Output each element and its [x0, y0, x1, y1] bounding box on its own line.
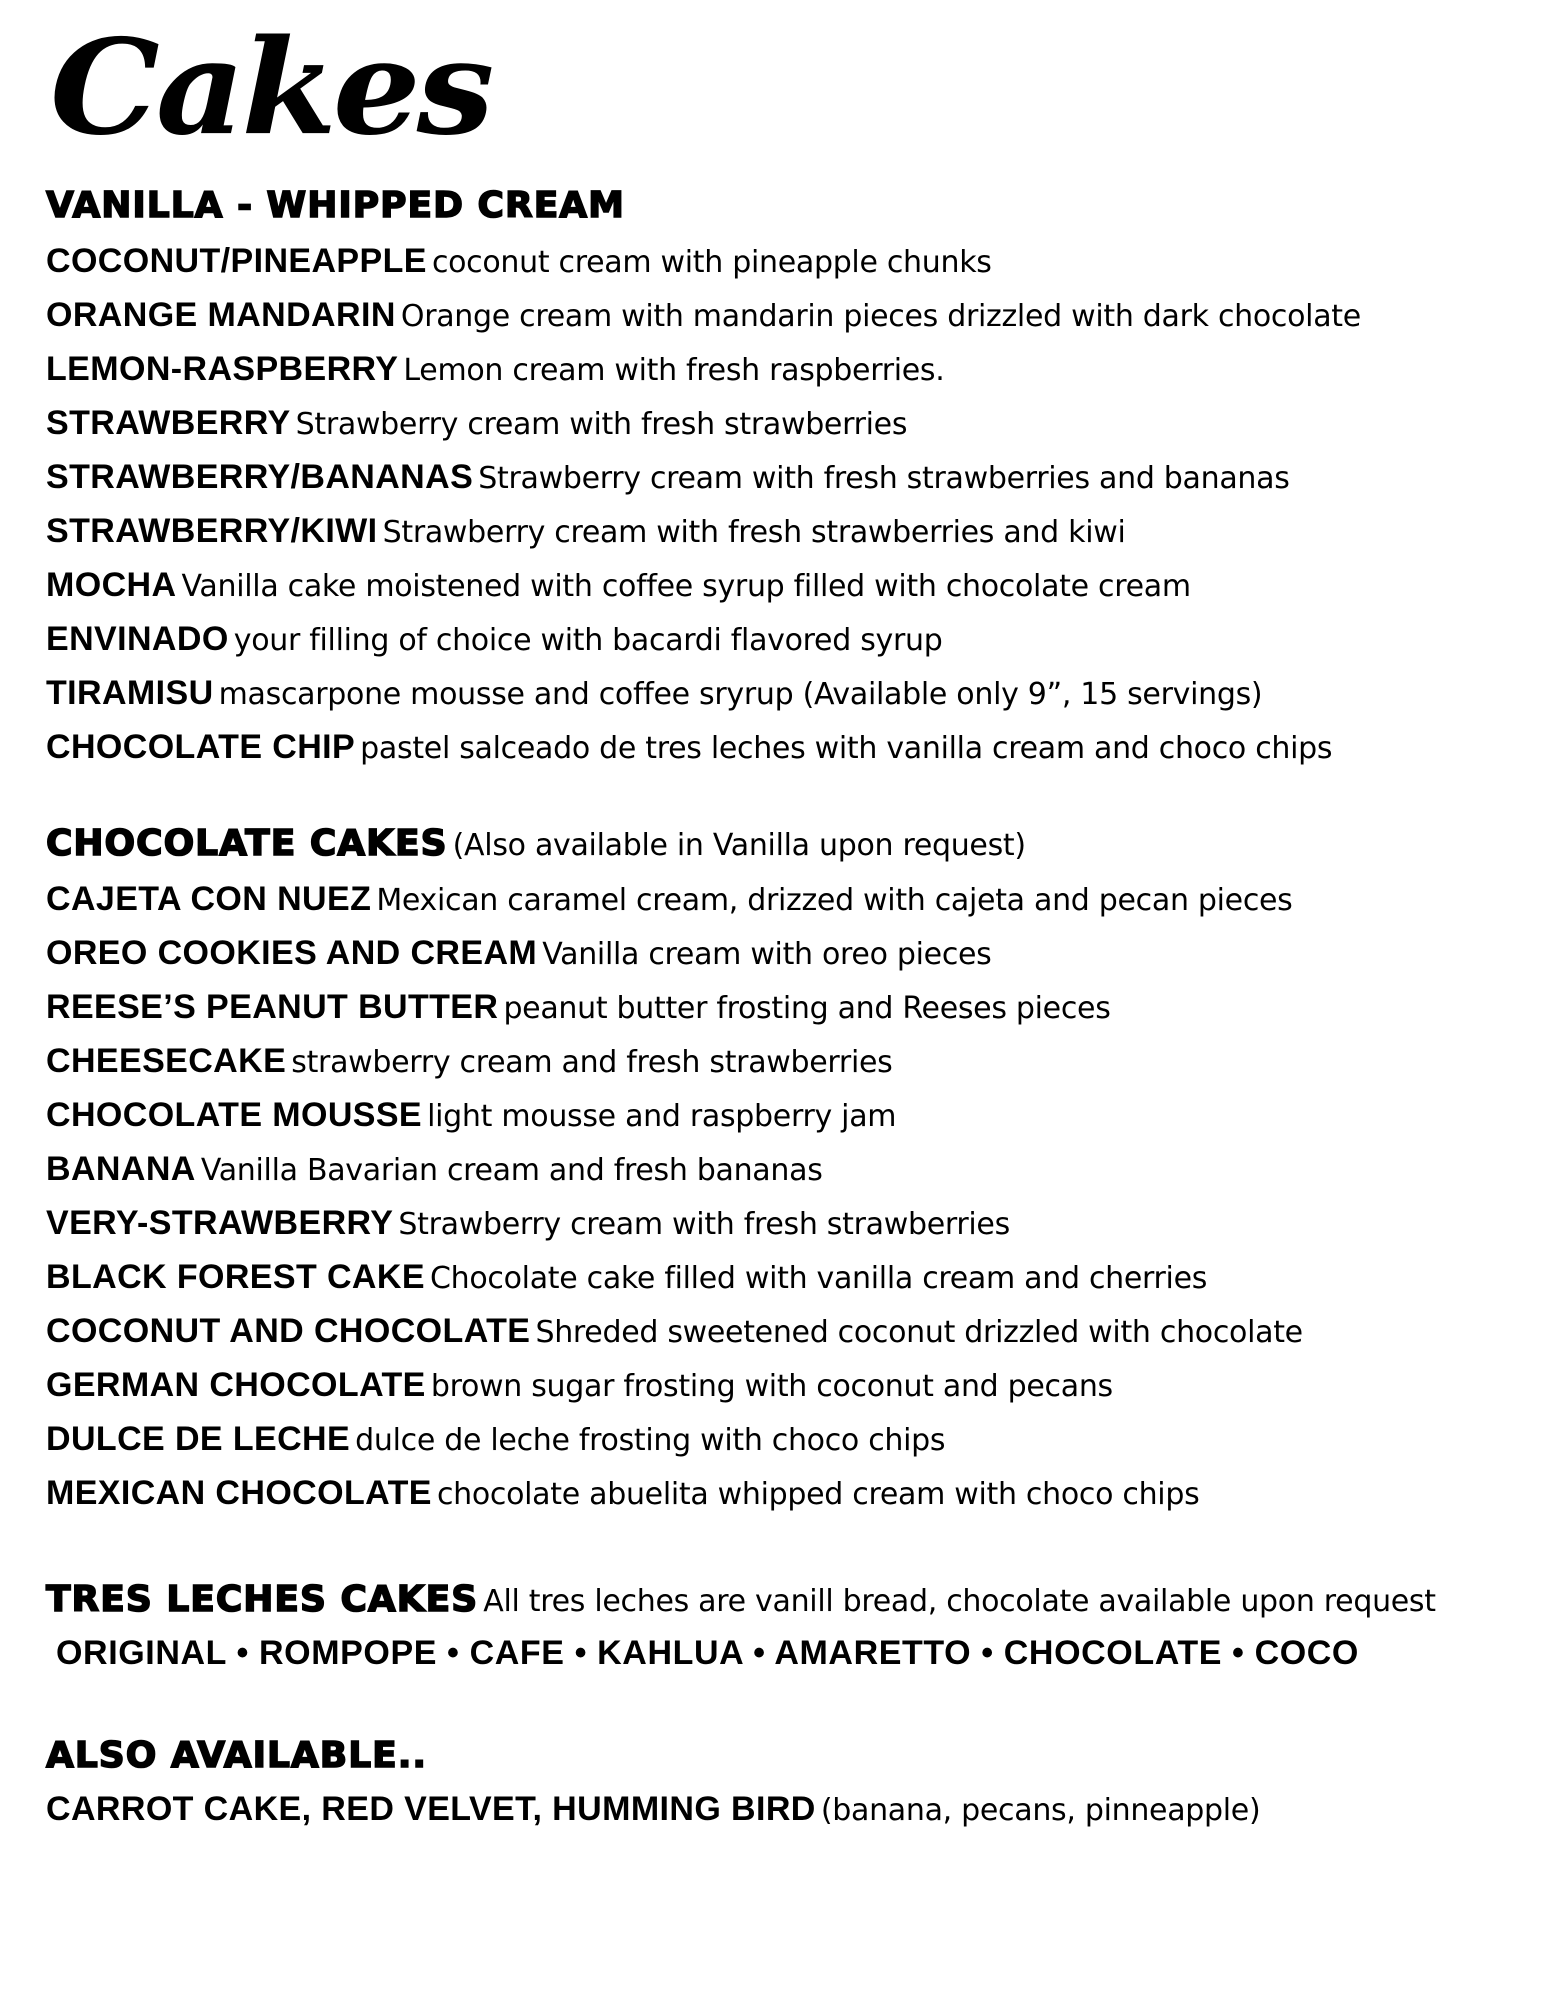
item-description: Vanilla cake moistened with coffee syrup filled with chocolate cream: [181, 569, 1191, 604]
item-description: Vanilla cream with oreo pieces: [542, 937, 992, 972]
menu-item: [46, 1206, 1010, 1240]
item-description: dulce de leche frosting with choco chips: [355, 1423, 946, 1458]
menu-item: [46, 936, 992, 970]
item-name: MEXICAN CHOCOLATE: [46, 1474, 432, 1512]
item-description: Strawberry cream with fresh strawberries: [295, 407, 908, 442]
item-name: CHOCOLATE CHIP: [46, 728, 356, 766]
item-name: COCONUT AND CHOCOLATE: [46, 1312, 531, 1350]
menu-item: [46, 406, 907, 440]
menu-item: [46, 352, 945, 386]
chocolate-section-header: [46, 823, 1026, 864]
item-description: Lemon cream with fresh raspberries.: [403, 353, 945, 388]
item-name: CHOCOLATE MOUSSE: [46, 1096, 423, 1134]
tres-leches-section-header: [46, 1579, 1436, 1620]
item-name: TIRAMISU: [46, 674, 214, 712]
menu-item: [46, 460, 1290, 494]
menu-item: [46, 622, 942, 656]
menu-item: [46, 1260, 1207, 1294]
item-name: LEMON-RASPBERRY: [46, 350, 399, 388]
menu-item: [46, 882, 1293, 916]
item-name: BANANA: [46, 1150, 196, 1188]
item-name: MOCHA: [46, 566, 177, 604]
item-description: (banana, pecans, pinneapple): [820, 1793, 1261, 1828]
menu-item: [46, 1792, 1260, 1826]
menu-item: [46, 1152, 823, 1186]
item-description: your filling of choice with bacardi flavored syrup: [233, 623, 943, 658]
item-name: REESE’S PEANUT BUTTER: [46, 988, 499, 1026]
item-description: Shreded sweetened coconut drizzled with chocolate: [535, 1315, 1303, 1350]
menu-item: [46, 568, 1191, 602]
tres-leches-flavors: ORIGINAL • ROMPOPE • CAFE • KAHLUA • AMARETTO • CHOCOLATE • COCO: [56, 1634, 1359, 1672]
item-description: brown sugar frosting with coconut and pecans: [430, 1369, 1113, 1404]
menu-item: [46, 1422, 945, 1456]
item-name: ENVINADO: [46, 620, 229, 658]
item-description: pastel salceado de tres leches with vanilla cream and choco chips: [360, 731, 1333, 766]
menu-item: [46, 1044, 892, 1078]
item-description: Chocolate cake filled with vanilla cream and cherries: [430, 1261, 1208, 1296]
item-description: Strawberry cream with fresh strawberries: [398, 1207, 1010, 1242]
item-description: peanut butter frosting and Reeses pieces: [503, 991, 1111, 1026]
item-name: STRAWBERRY/BANANAS: [46, 458, 474, 496]
item-description: mascarpone mousse and coffee sryrup (Available only 9”, 15 servings): [218, 677, 1263, 712]
item-description: Mexican caramel cream, drizzed with cajeta and pecan pieces: [376, 883, 1293, 918]
item-name: BLACK FOREST CAKE: [46, 1258, 425, 1296]
menu-item: [46, 1476, 1199, 1510]
item-name: GERMAN CHOCOLATE: [46, 1366, 426, 1404]
item-name: OREO COOKIES AND CREAM: [46, 934, 538, 972]
item-description: Strawberry cream with fresh strawberries and bananas: [478, 461, 1290, 496]
menu-item: [46, 298, 1361, 332]
item-name: STRAWBERRY/KIWI: [46, 512, 378, 550]
item-name: CHEESECAKE: [46, 1042, 287, 1080]
item-name: CARROT CAKE, RED VELVET, HUMMING BIRD: [46, 1790, 816, 1828]
menu-item: [46, 1368, 1113, 1402]
item-description: Orange cream with mandarin pieces drizzled with dark chocolate: [400, 299, 1361, 334]
tres-leches-section-heading: TRES LECHES CAKES: [46, 1579, 479, 1620]
item-name: CAJETA CON NUEZ: [46, 880, 372, 918]
vanilla-section-heading: VANILLA - WHIPPED CREAM: [46, 185, 625, 226]
item-description: coconut cream with pineapple chunks: [431, 245, 992, 280]
item-description: chocolate abuelita whipped cream with choco chips: [436, 1477, 1200, 1512]
menu-item: [46, 1314, 1303, 1348]
tres-leches-section-note: All tres leches are vanill bread, chocolate available upon request: [483, 1584, 1436, 1619]
item-description: Strawberry cream with fresh strawberries and kiwi: [382, 515, 1126, 550]
menu-item: [46, 1098, 896, 1132]
menu-item: [46, 514, 1126, 548]
menu-item: [46, 676, 1262, 710]
menu-item: [46, 730, 1332, 764]
item-name: VERY-STRAWBERRY: [46, 1204, 394, 1242]
item-name: ORANGE MANDARIN: [46, 296, 396, 334]
menu-item: [46, 990, 1111, 1024]
item-description: light mousse and raspberry jam: [427, 1099, 897, 1134]
page-title: Cakes: [50, 9, 491, 165]
item-name: COCONUT/PINEAPPLE: [46, 242, 427, 280]
menu-item: [46, 244, 992, 278]
chocolate-section-heading: CHOCOLATE CAKES: [46, 823, 448, 864]
item-description: Vanilla Bavarian cream and fresh bananas: [200, 1153, 823, 1188]
also-available-heading: ALSO AVAILABLE..: [46, 1735, 428, 1776]
item-description: strawberry cream and fresh strawberries: [291, 1045, 893, 1080]
chocolate-section-note: (Also available in Vanilla upon request): [452, 828, 1026, 863]
item-name: STRAWBERRY: [46, 404, 291, 442]
item-name: DULCE DE LECHE: [46, 1420, 351, 1458]
